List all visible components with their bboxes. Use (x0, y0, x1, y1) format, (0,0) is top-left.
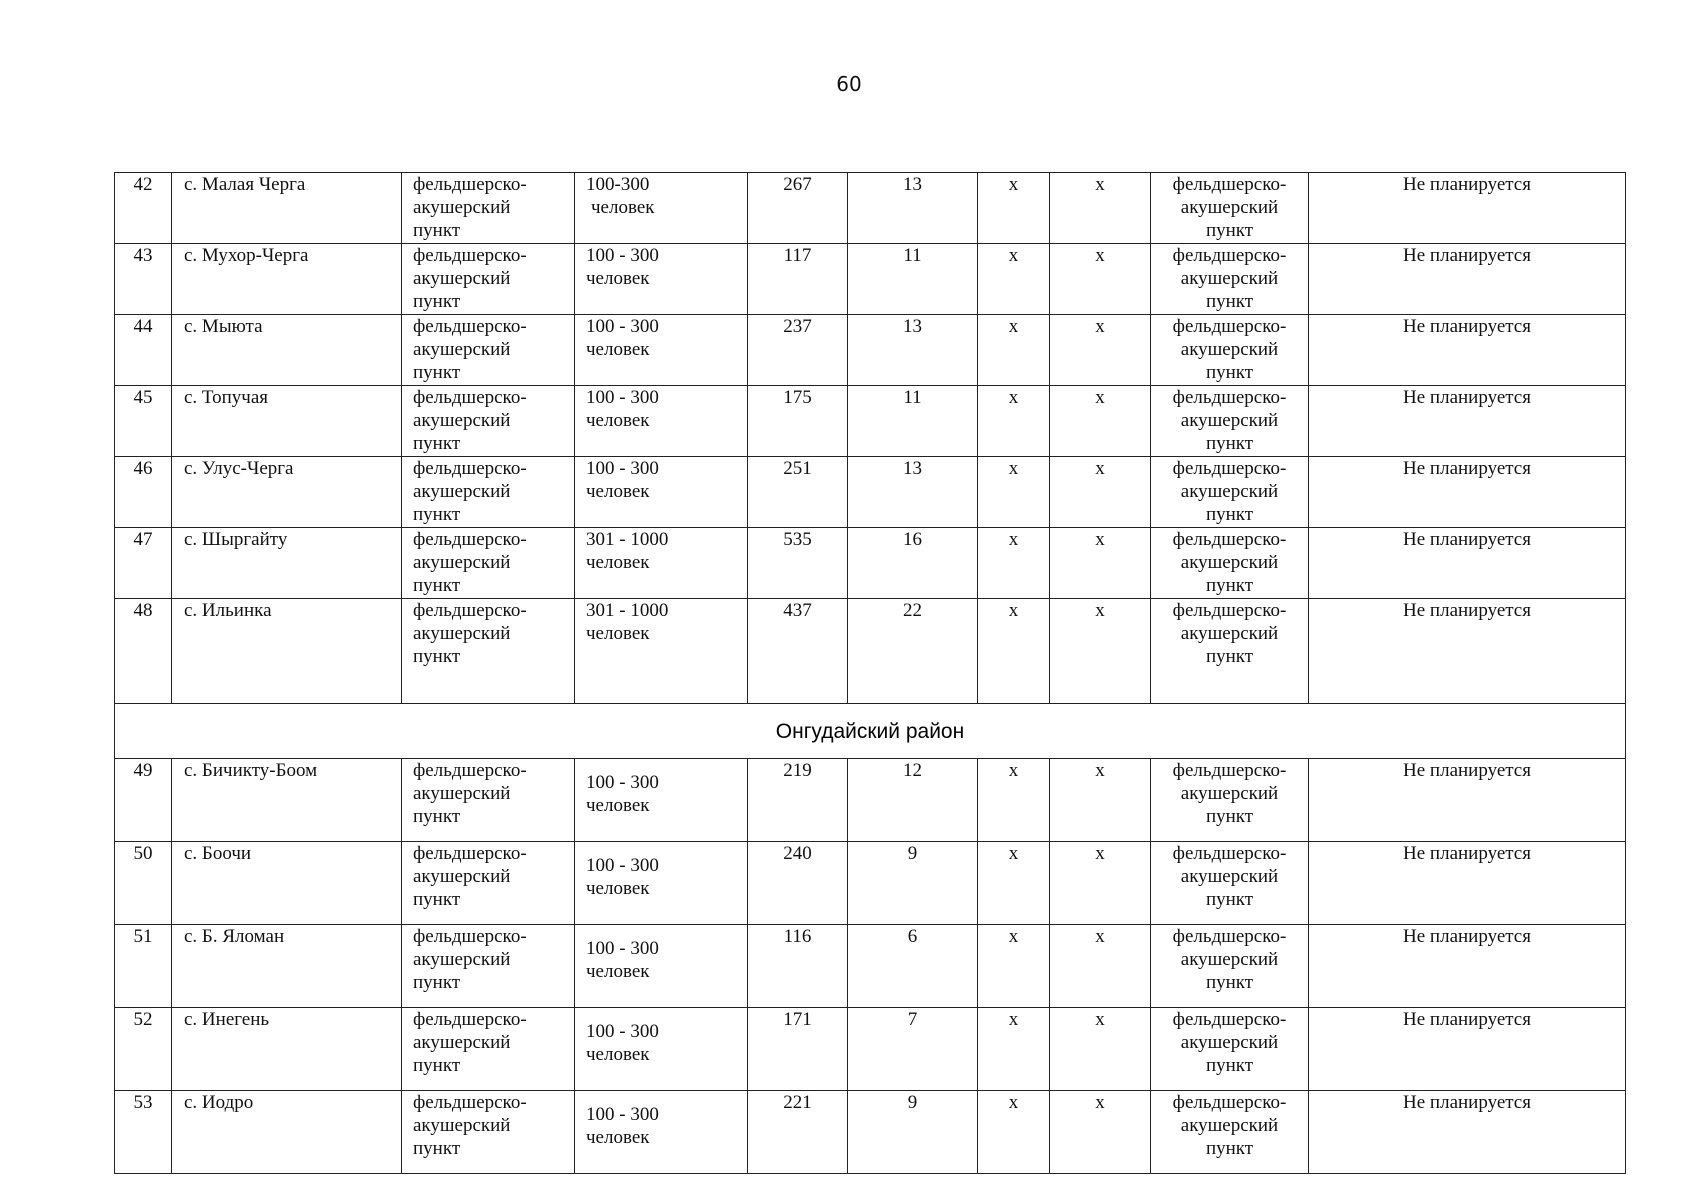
result-facility-line: акушерский (1180, 623, 1279, 644)
result-facility (1151, 457, 1309, 528)
mark-cell-1: х (978, 599, 1050, 704)
population-range-line: человек (586, 623, 650, 644)
row-number: 51 (115, 925, 172, 1008)
settlement-name: с. Мухор-Черга (172, 244, 402, 315)
facility-type-line: акушерский (413, 783, 511, 804)
row-number: 44 (115, 315, 172, 386)
mark-cell-2: х (1050, 173, 1151, 244)
facility-type-line: пункт (413, 362, 461, 383)
settlement-name: с. Малая Черга (172, 173, 402, 244)
result-facility-line: фельдшерско- (1172, 529, 1287, 550)
plan-status: Не планируется (1309, 1008, 1626, 1091)
population-range-line: 100 - 300 (586, 316, 659, 337)
result-facility-line: пункт (1205, 220, 1254, 241)
population-range-line: 100 - 300 (586, 387, 659, 408)
facility-type-line: пункт (413, 1055, 461, 1076)
result-facility-line: фельдшерско- (1172, 926, 1287, 947)
plan-status: Не планируется (1309, 244, 1626, 315)
table-row (115, 842, 1626, 925)
plan-status: Не планируется (1309, 315, 1626, 386)
result-facility-line: акушерский (1180, 949, 1279, 970)
facility-type-line: фельдшерско- (413, 387, 527, 408)
row-number: 42 (115, 173, 172, 244)
result-facility-line: пункт (1205, 806, 1254, 827)
residents-count: 251 (748, 457, 848, 528)
facility-type-line: акушерский (413, 268, 511, 289)
settlement-name: с. Инегень (172, 1008, 402, 1091)
facility-type (402, 457, 575, 528)
result-facility-line: пункт (1205, 972, 1254, 993)
population-range-line: человек (586, 878, 650, 899)
settlement-name: с. Шыргайту (172, 528, 402, 599)
settlement-name: с. Улус-Черга (172, 457, 402, 528)
value-cell: 13 (848, 315, 978, 386)
facility-type (402, 1091, 575, 1174)
result-facility-line: пункт (1205, 433, 1254, 454)
row-number: 53 (115, 1091, 172, 1174)
result-facility-line: акушерский (1180, 1032, 1279, 1053)
facility-type (402, 759, 575, 842)
facility-type-line: фельдшерско- (413, 843, 527, 864)
table-row (115, 457, 1626, 528)
value-cell: 9 (848, 842, 978, 925)
facility-type (402, 386, 575, 457)
value-cell: 16 (848, 528, 978, 599)
page-number: 60 (836, 72, 862, 96)
value-cell: 7 (848, 1008, 978, 1091)
result-facility-line: фельдшерско- (1172, 1009, 1287, 1030)
facility-type-line: пункт (413, 889, 461, 910)
residents-count: 240 (748, 842, 848, 925)
population-range-line: 100 - 300 (586, 855, 659, 876)
facility-type (402, 315, 575, 386)
result-facility-line: фельдшерско- (1172, 843, 1287, 864)
facility-type-line: пункт (413, 646, 461, 667)
result-facility-line: акушерский (1180, 481, 1279, 502)
plan-status: Не планируется (1309, 528, 1626, 599)
value-cell: 13 (848, 457, 978, 528)
mark-cell-1: х (978, 315, 1050, 386)
result-facility-line: пункт (1205, 646, 1254, 667)
value-cell: 13 (848, 173, 978, 244)
population-range (575, 599, 748, 704)
facility-type (402, 1008, 575, 1091)
plan-status: Не планируется (1309, 173, 1626, 244)
result-facility (1151, 599, 1309, 704)
result-facility-line: акушерский (1180, 268, 1279, 289)
table-row (115, 244, 1626, 315)
result-facility (1151, 528, 1309, 599)
population-range-line: человек (586, 795, 650, 816)
population-range (575, 925, 748, 1008)
value-cell: 12 (848, 759, 978, 842)
table-row (115, 315, 1626, 386)
population-range-line: человек (586, 1127, 650, 1148)
value-cell: 6 (848, 925, 978, 1008)
facility-type-line: акушерский (413, 197, 511, 218)
row-number: 47 (115, 528, 172, 599)
result-facility (1151, 244, 1309, 315)
facility-type-line: пункт (413, 291, 461, 312)
facility-type-line: пункт (413, 220, 461, 241)
result-facility (1151, 315, 1309, 386)
result-facility-line: пункт (1205, 1138, 1254, 1159)
result-facility (1151, 759, 1309, 842)
facility-type-line: акушерский (413, 866, 511, 887)
facility-type (402, 599, 575, 704)
facility-type-line: пункт (413, 504, 461, 525)
mark-cell-1: х (978, 244, 1050, 315)
settlement-name: с. Боочи (172, 842, 402, 925)
population-range-line: человек (586, 339, 650, 360)
table-body-top (115, 173, 1626, 704)
table-row (115, 925, 1626, 1008)
table-row (115, 1091, 1626, 1174)
residents-count: 437 (748, 599, 848, 704)
row-number: 43 (115, 244, 172, 315)
facility-type-line: акушерский (413, 949, 511, 970)
result-facility-line: фельдшерско- (1172, 1092, 1287, 1113)
residents-count: 221 (748, 1091, 848, 1174)
mark-cell-1: х (978, 1008, 1050, 1091)
residents-count: 237 (748, 315, 848, 386)
mark-cell-1: х (978, 759, 1050, 842)
facility-type-line: фельдшерско- (413, 316, 527, 337)
result-facility-line: фельдшерско- (1172, 174, 1287, 195)
row-number: 50 (115, 842, 172, 925)
population-range (575, 315, 748, 386)
facility-type-line: акушерский (413, 1115, 511, 1136)
result-facility-line: фельдшерско- (1172, 245, 1287, 266)
row-number: 45 (115, 386, 172, 457)
facility-type-line: акушерский (413, 339, 511, 360)
plan-status: Не планируется (1309, 599, 1626, 704)
table-row (115, 599, 1626, 704)
facility-type-line: фельдшерско- (413, 926, 527, 947)
facility-type (402, 842, 575, 925)
population-range (575, 842, 748, 925)
population-range (575, 1091, 748, 1174)
residents-count: 535 (748, 528, 848, 599)
mark-cell-1: х (978, 1091, 1050, 1174)
residents-count: 117 (748, 244, 848, 315)
mark-cell-1: х (978, 842, 1050, 925)
plan-status: Не планируется (1309, 386, 1626, 457)
plan-status: Не планируется (1309, 925, 1626, 1008)
facility-type-line: фельдшерско- (413, 458, 527, 479)
result-facility-line: пункт (1205, 1055, 1254, 1076)
section-header-row (115, 704, 1626, 759)
result-facility-line: фельдшерско- (1172, 600, 1287, 621)
table-row (115, 1008, 1626, 1091)
result-facility-line: пункт (1205, 291, 1254, 312)
table-row (115, 528, 1626, 599)
population-range-line: человек (586, 410, 650, 431)
value-cell: 9 (848, 1091, 978, 1174)
population-range-line: 100 - 300 (586, 1104, 659, 1125)
facility-type-line: фельдшерско- (413, 529, 527, 550)
result-facility (1151, 173, 1309, 244)
result-facility-line: фельдшерско- (1172, 316, 1287, 337)
facility-type (402, 173, 575, 244)
row-number: 46 (115, 457, 172, 528)
facility-type (402, 925, 575, 1008)
plan-status: Не планируется (1309, 759, 1626, 842)
population-range-line: 100 - 300 (586, 245, 659, 266)
population-range (575, 173, 748, 244)
settlement-name: с. Топучая (172, 386, 402, 457)
result-facility (1151, 925, 1309, 1008)
population-range (575, 457, 748, 528)
mark-cell-2: х (1050, 457, 1151, 528)
row-number: 48 (115, 599, 172, 704)
population-range-line: 100 - 300 (586, 938, 659, 959)
mark-cell-1: х (978, 925, 1050, 1008)
facility-type-line: пункт (413, 806, 461, 827)
plan-status: Не планируется (1309, 1091, 1626, 1174)
result-facility-line: акушерский (1180, 783, 1279, 804)
mark-cell-1: х (978, 386, 1050, 457)
mark-cell-2: х (1050, 759, 1151, 842)
result-facility-line: акушерский (1180, 339, 1279, 360)
facility-type-line: пункт (413, 972, 461, 993)
settlement-name: с. Мыюта (172, 315, 402, 386)
population-range (575, 759, 748, 842)
facility-type (402, 528, 575, 599)
population-range-line: 100-300 (586, 174, 650, 195)
section-header-body (115, 704, 1626, 759)
table-row (115, 386, 1626, 457)
population-range-line: 301 - 1000 (586, 529, 669, 550)
mark-cell-2: х (1050, 925, 1151, 1008)
result-facility-line: фельдшерско- (1172, 387, 1287, 408)
plan-status: Не планируется (1309, 842, 1626, 925)
facility-type-line: пункт (413, 433, 461, 454)
mark-cell-2: х (1050, 386, 1151, 457)
mark-cell-1: х (978, 528, 1050, 599)
mark-cell-1: х (978, 173, 1050, 244)
facility-type-line: фельдшерско- (413, 1092, 527, 1113)
result-facility-line: пункт (1205, 504, 1254, 525)
population-range-line: человек (586, 552, 650, 573)
mark-cell-1: х (978, 457, 1050, 528)
population-range-line: 100 - 300 (586, 458, 659, 479)
mark-cell-2: х (1050, 599, 1151, 704)
result-facility (1151, 1008, 1309, 1091)
facility-type-line: фельдшерско- (413, 245, 527, 266)
result-facility (1151, 1091, 1309, 1174)
result-facility (1151, 386, 1309, 457)
result-facility-line: фельдшерско- (1172, 458, 1287, 479)
settlement-name: с. Ильинка (172, 599, 402, 704)
facilities-table (114, 172, 1626, 1174)
facility-type-line: фельдшерско- (413, 174, 527, 195)
result-facility-line: пункт (1205, 889, 1254, 910)
facility-type-line: акушерский (413, 410, 511, 431)
mark-cell-2: х (1050, 528, 1151, 599)
population-range (575, 386, 748, 457)
row-number: 52 (115, 1008, 172, 1091)
result-facility-line: акушерский (1180, 410, 1279, 431)
facility-type-line: пункт (413, 1138, 461, 1159)
table-row (115, 173, 1626, 244)
value-cell: 11 (848, 386, 978, 457)
facility-type-line: акушерский (413, 552, 511, 573)
facility-type-line: фельдшерско- (413, 600, 527, 621)
section-title: Онгудайский район (115, 704, 1626, 759)
result-facility-line: фельдшерско- (1172, 760, 1287, 781)
plan-status: Не планируется (1309, 457, 1626, 528)
settlement-name: с. Иодро (172, 1091, 402, 1174)
facility-type-line: акушерский (413, 481, 511, 502)
result-facility (1151, 842, 1309, 925)
residents-count: 267 (748, 173, 848, 244)
population-range-line: 100 - 300 (586, 772, 659, 793)
settlement-name: с. Б. Яломан (172, 925, 402, 1008)
population-range-line: человек (591, 197, 655, 218)
mark-cell-2: х (1050, 244, 1151, 315)
residents-count: 116 (748, 925, 848, 1008)
result-facility-line: акушерский (1180, 552, 1279, 573)
table-row (115, 759, 1626, 842)
value-cell: 22 (848, 599, 978, 704)
population-range-line: человек (586, 268, 650, 289)
facility-type (402, 244, 575, 315)
mark-cell-2: х (1050, 1008, 1151, 1091)
mark-cell-2: х (1050, 1091, 1151, 1174)
population-range (575, 1008, 748, 1091)
result-facility-line: пункт (1205, 362, 1254, 383)
facility-type-line: фельдшерско- (413, 1009, 527, 1030)
result-facility-line: акушерский (1180, 1115, 1279, 1136)
table-body-bottom (115, 759, 1626, 1174)
settlement-name: с. Бичикту-Боом (172, 759, 402, 842)
population-range-line: 100 - 300 (586, 1021, 659, 1042)
population-range-line: 301 - 1000 (586, 600, 669, 621)
population-range (575, 528, 748, 599)
population-range (575, 244, 748, 315)
population-range-line: человек (586, 961, 650, 982)
residents-count: 175 (748, 386, 848, 457)
facility-type-line: акушерский (413, 1032, 511, 1053)
population-range-line: человек (586, 1044, 650, 1065)
mark-cell-2: х (1050, 842, 1151, 925)
population-range-line: человек (586, 481, 650, 502)
facility-type-line: пункт (413, 575, 461, 596)
result-facility-line: акушерский (1180, 866, 1279, 887)
mark-cell-2: х (1050, 315, 1151, 386)
residents-count: 219 (748, 759, 848, 842)
result-facility-line: пункт (1205, 575, 1254, 596)
facility-type-line: фельдшерско- (413, 760, 527, 781)
facility-type-line: акушерский (413, 623, 511, 644)
result-facility-line: акушерский (1180, 197, 1279, 218)
value-cell: 11 (848, 244, 978, 315)
row-number: 49 (115, 759, 172, 842)
residents-count: 171 (748, 1008, 848, 1091)
